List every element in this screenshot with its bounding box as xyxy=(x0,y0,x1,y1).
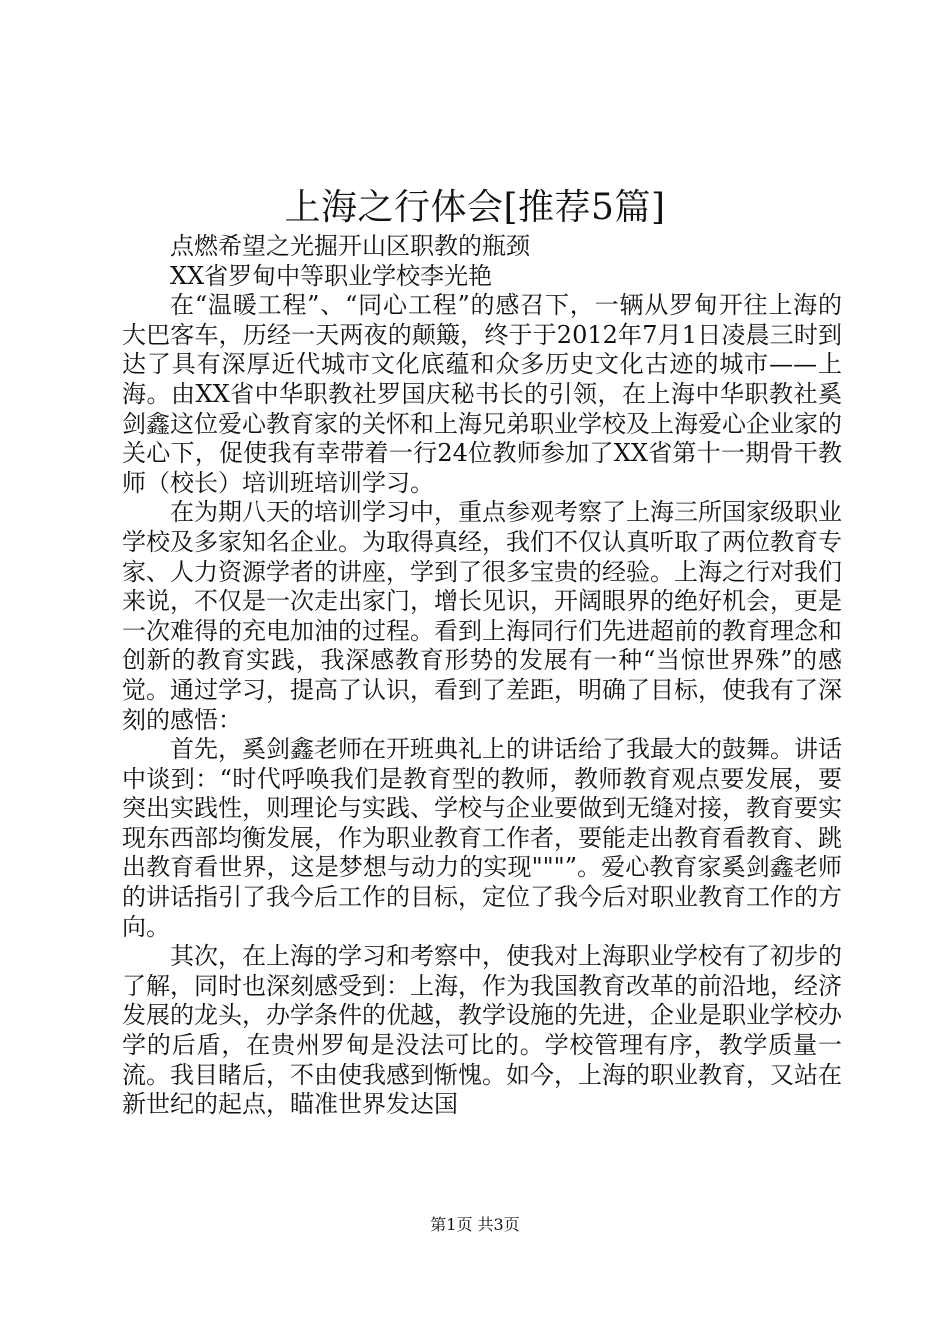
paragraph: 其次，在上海的学习和考察中，使我对上海职业学校有了初步的了解，同时也深刻感受到：上海，作为我国教育改革的前沿地，经济发展的龙头，办学条件的优越，教学设施的先进，企业是职业学校办学的后盾，在贵州罗甸是没法可比的。学校管理有序，教学质量一流。我目睹后，不由使我感到惭愧。如今，上海的职业教育，又站在新世纪的起点，瞄准世界发达国 xyxy=(122,942,842,1119)
paragraph: 在“温暖工程”、“同心工程”的感召下，一辆从罗甸开往上海的大巴客车，历经一天两夜的颠簸，终于于2012年7月1日凌晨三时到达了具有深厚近代城市文化底蕴和众多历史文化古迹的城市——上海。由XX省中华职教社罗国庆秘书长的引领，在上海中华职教社奚剑鑫这位爱心教育家的关怀和上海兄弟职业学校及上海爱心企业家的关心下，促使我有幸带着一行24位教师参加了XX省第十一期骨干教师（校长）培训班培训学习。 xyxy=(122,291,842,497)
document-author: XX省罗甸中等职业学校李光艳 xyxy=(170,261,493,290)
paragraph: 在为期八天的培训学习中，重点参观考察了上海三所国家级职业学校及多家知名企业。为取得真经，我们不仅认真听取了两位教育专家、人力资源学者的讲座，学到了很多宝贵的经验。上海之行对我们来说，不仅是一次走出家门，增长见识，开阔眼界的绝好机会，更是一次难得的充电加油的过程。看到上海同行们先进超前的教育理念和创新的教育实践，我深感教育形势的发展有一种“当惊世界殊”的感觉。通过学习，提高了认识，看到了差距，明确了目标，使我有了深刻的感悟： xyxy=(122,498,842,734)
paragraph: 首先，奚剑鑫老师在开班典礼上的讲话给了我最大的鼓舞。讲话中谈到：“时代呼唤我们是教育型的教师，教师教育观点要发展，要突出实践性，则理论与实践、学校与企业要做到无缝对接，教育要实现东西部均衡发展，作为职业教育工作者，要能走出教育看教育、跳出教育看世界，这是梦想与动力的实现"""”。爱心教育家奚剑鑫老师的讲话指引了我今后工作的目标，定位了我今后对职业教育工作的方向。 xyxy=(122,735,842,941)
page-footer: 第1页 共3页 xyxy=(430,1215,520,1234)
document-title: 上海之行体会[推荐5篇] xyxy=(284,187,666,228)
document-subtitle: 点燃希望之光掘开山区职教的瓶颈 xyxy=(170,232,530,260)
document-body xyxy=(122,232,842,1120)
